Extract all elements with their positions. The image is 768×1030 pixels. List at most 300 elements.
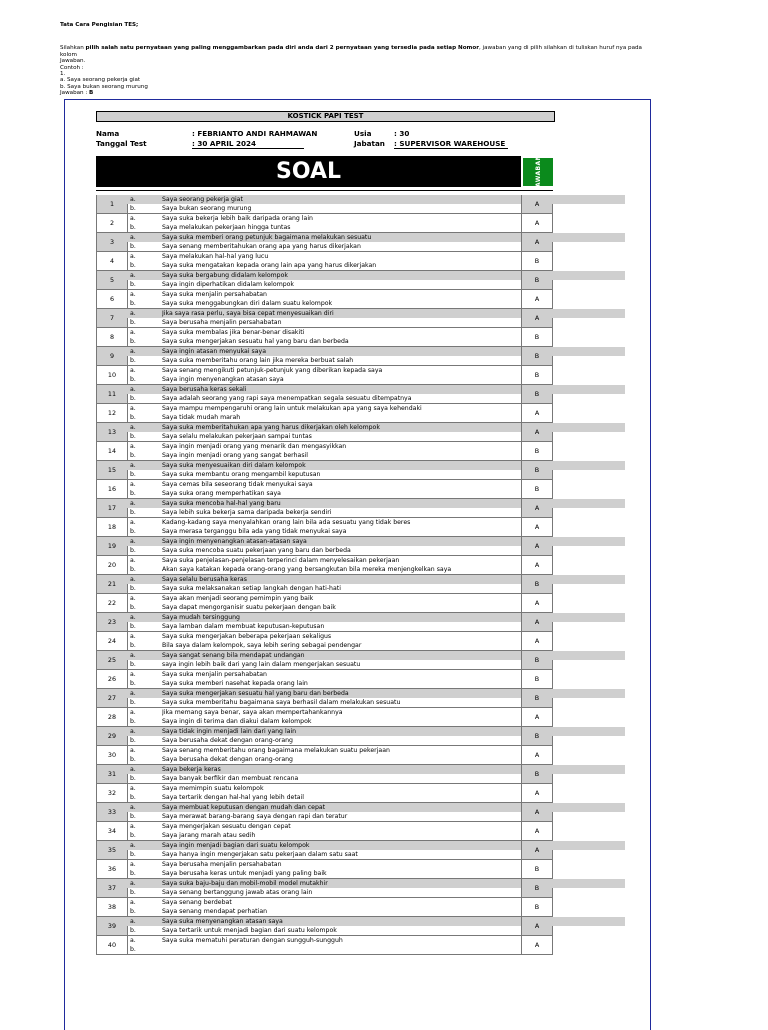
option-a-letter: a. <box>130 538 136 545</box>
option-b-text: saya ingin lebih baik dari yang lain dalam mengerjakan sesuatu <box>162 661 361 668</box>
question-number: 29 <box>97 727 128 745</box>
answer-cell[interactable]: A <box>521 784 552 802</box>
question-number: 7 <box>97 309 128 327</box>
option-a-text: Saya ingin menyenangkan atasan-atasan saya <box>162 538 307 545</box>
question-row <box>96 651 553 670</box>
option-a-letter: a. <box>130 861 136 868</box>
option-a-letter: a. <box>130 918 136 925</box>
answer-cell[interactable]: A <box>521 613 552 631</box>
question-row <box>96 670 553 689</box>
option-a-letter: a. <box>130 310 136 317</box>
answer-cell[interactable]: A <box>521 518 552 536</box>
question-row <box>96 442 553 461</box>
option-b-letter: b. <box>130 490 136 497</box>
tanggal-label: Tanggal Test <box>96 139 147 148</box>
option-b-letter: b. <box>130 509 136 516</box>
option-b-letter: b. <box>130 262 136 269</box>
option-b-text: Saya banyak berfikir dan membuat rencana <box>162 775 299 782</box>
option-a-text: Kadang-kadang saya menyalahkan orang lain bila ada sesuatu yang tidak beres <box>162 519 411 526</box>
answer-cell[interactable]: B <box>521 575 552 593</box>
question-row <box>96 841 553 860</box>
option-a-text: Saya ingin menjadi bagian dari suatu kelompok <box>162 842 310 849</box>
question-number: 16 <box>97 480 128 498</box>
option-b-letter: b. <box>130 927 136 934</box>
option-b-text: Saya suka memberitahu orang lain jika mereka berbuat salah <box>162 357 354 364</box>
jabatan-label: Jabatan <box>354 139 385 148</box>
option-b-letter: b. <box>130 889 136 896</box>
soal-header: SOAL <box>96 156 521 187</box>
option-b-text: Saya berusaha menjalin persahabatan <box>162 319 282 326</box>
option-a-text: Saya selalu berusaha keras <box>162 576 247 583</box>
question-number: 1 <box>97 195 128 213</box>
answer-cell[interactable]: A <box>521 936 552 954</box>
question-row <box>96 290 553 309</box>
option-a-letter: a. <box>130 576 136 583</box>
instructions <box>60 22 660 97</box>
question-number: 34 <box>97 822 128 840</box>
option-b-text: Saya ingin menjadi orang yang sangat berhasil <box>162 452 308 459</box>
option-a-letter: a. <box>130 671 136 678</box>
test-title: KOSTICK PAPI TEST <box>96 111 555 122</box>
jawaban-header <box>523 154 553 190</box>
option-b-letter: b. <box>130 699 136 706</box>
question-number: 36 <box>97 860 128 878</box>
option-b-text: Saya suka memberi nasehat kepada orang lain <box>162 680 308 687</box>
option-a-text: Saya suka menyesuaikan diri dalam kelompok <box>162 462 306 469</box>
question-number: 13 <box>97 423 128 441</box>
option-a-letter: a. <box>130 709 136 716</box>
option-a-text: Saya suka mematuhi peraturan dengan sungguh-sungguh <box>162 937 343 944</box>
option-b-letter: b. <box>130 775 136 782</box>
question-number: 31 <box>97 765 128 783</box>
option-a-text: Saya berusaha keras sekali <box>162 386 247 393</box>
question-row <box>96 746 553 765</box>
option-b-letter: b. <box>130 870 136 877</box>
instructions-line1 <box>60 45 660 58</box>
option-b-text: Saya tertarik dengan hal-hal yang lebih detail <box>162 794 304 801</box>
option-a-letter: a. <box>130 329 136 336</box>
instructions-line4: 1. <box>60 71 66 78</box>
option-a-text: Saya berusaha menjalin persahabatan <box>162 861 282 868</box>
instructions-line2: Jawaban. <box>60 58 86 65</box>
answer-cell[interactable]: B <box>521 461 552 479</box>
option-b-text: Saya bukan seorang murung <box>162 205 252 212</box>
option-b-letter: b. <box>130 813 136 820</box>
option-b-text: Saya lamban dalam membuat keputusan-keputusan <box>162 623 325 630</box>
option-a-letter: a. <box>130 766 136 773</box>
option-b-letter: b. <box>130 661 136 668</box>
question-row <box>96 708 553 727</box>
option-b-letter: b. <box>130 528 136 535</box>
option-a-letter: a. <box>130 367 136 374</box>
option-b-text: Saya dapat mengorganisir suatu pekerjaan dengan baik <box>162 604 336 611</box>
question-row <box>96 271 553 290</box>
question-number: 2 <box>97 214 128 232</box>
answer-cell[interactable]: B <box>521 898 552 916</box>
option-a-letter: a. <box>130 443 136 450</box>
question-row <box>96 499 553 518</box>
instr-pre: Silahkan <box>60 45 86 52</box>
option-b-text: Saya selalu melakukan pekerjaan sampai tuntas <box>162 433 312 440</box>
question-row <box>96 404 553 423</box>
option-b-letter: b. <box>130 585 136 592</box>
option-b-letter: b. <box>130 794 136 801</box>
option-a-letter: a. <box>130 690 136 697</box>
option-a-text: Saya ingin menjadi orang yang menarik dan mengasyikkan <box>162 443 347 450</box>
option-b-letter: b. <box>130 300 136 307</box>
jabatan-value: : SUPERVISOR WAREHOUSE <box>394 139 508 149</box>
option-a-letter: a. <box>130 291 136 298</box>
jawaban-label: JAWABAN <box>534 154 542 190</box>
question-number: 22 <box>97 594 128 612</box>
option-b-letter: b. <box>130 243 136 250</box>
option-b-text: Saya merasa terganggu bila ada yang tidak menyukai saya <box>162 528 347 535</box>
question-number: 8 <box>97 328 128 346</box>
question-row <box>96 537 553 556</box>
answer-cell[interactable]: A <box>521 499 552 517</box>
question-row <box>96 860 553 879</box>
answer-cell[interactable]: B <box>521 670 552 688</box>
answer-cell[interactable]: A <box>521 309 552 327</box>
option-a-text: Jika saya rasa perlu, saya bisa cepat menyesuaikan diri <box>162 310 334 317</box>
option-b-text: Saya tertarik untuk menjadi bagian dari suatu kelompok <box>162 927 337 934</box>
option-b-text: Saya berusaha keras untuk menjadi yang paling baik <box>162 870 327 877</box>
question-row <box>96 879 553 898</box>
option-a-text: Saya melakukan hal-hal yang lucu <box>162 253 269 260</box>
option-b-letter: b. <box>130 737 136 744</box>
question-number: 6 <box>97 290 128 308</box>
option-b-text: Saya berusaha dekat dengan orang-orang <box>162 737 293 744</box>
option-b-text: Saya merawat barang-barang saya dengan rapi dan teratur <box>162 813 348 820</box>
answer-cell[interactable]: A <box>521 708 552 726</box>
option-a-letter: a. <box>130 823 136 830</box>
option-a-text: Saya suka memberi orang petunjuk bagaimana melakukan sesuatu <box>162 234 372 241</box>
question-row <box>96 689 553 708</box>
question-row <box>96 480 553 499</box>
option-b-letter: b. <box>130 376 136 383</box>
answer-cell[interactable]: B <box>521 347 552 365</box>
option-a-text: Saya suka memberitahukan apa yang harus dikerjakan oleh kelompok <box>162 424 380 431</box>
option-a-text: Saya senang mengikuti petunjuk-petunjuk yang diberikan kepada saya <box>162 367 383 374</box>
option-a-text: Saya ingin atasan menyukai saya <box>162 348 266 355</box>
question-row <box>96 822 553 841</box>
question-number: 32 <box>97 784 128 802</box>
answer-cell[interactable]: B <box>521 689 552 707</box>
instructions-line7 <box>60 90 660 96</box>
instr-post: , jawaban yang di pilih silahkan di tuliskan huruf nya pada kolom <box>60 45 642 58</box>
answer-cell[interactable]: A <box>521 423 552 441</box>
answer-cell[interactable]: B <box>521 480 552 498</box>
question-number: 15 <box>97 461 128 479</box>
answer-cell[interactable]: A <box>521 537 552 555</box>
option-b-text: Bila saya dalam kelompok, saya lebih sering sebagai pendengar <box>162 642 362 649</box>
question-number: 28 <box>97 708 128 726</box>
option-b-text: Saya lebih suka bekerja sama daripada bekerja sendiri <box>162 509 332 516</box>
option-a-letter: a. <box>130 937 136 944</box>
answer-cell[interactable]: A <box>521 404 552 422</box>
option-b-letter: b. <box>130 281 136 288</box>
question-number: 10 <box>97 366 128 384</box>
question-number: 33 <box>97 803 128 821</box>
option-a-letter: a. <box>130 880 136 887</box>
instructions-line5: a. Saya seorang pekerja giat <box>60 77 141 84</box>
question-number: 14 <box>97 442 128 460</box>
option-b-text: Saya senang memberitahukan orang apa yang harus dikerjakan <box>162 243 361 250</box>
option-a-letter: a. <box>130 747 136 754</box>
option-b-text: Saya suka mencoba suatu pekerjaan yang baru dan berbeda <box>162 547 351 554</box>
answer-cell[interactable]: B <box>521 651 552 669</box>
question-number: 37 <box>97 879 128 897</box>
question-row <box>96 385 553 404</box>
option-b-letter: b. <box>130 338 136 345</box>
option-b-text: Akan saya katakan kepada orang-orang yang bersangkutan bila mereka menjengkelkan saya <box>162 566 452 573</box>
question-number: 40 <box>97 936 128 954</box>
instructions-line3: Contoh : <box>60 64 84 71</box>
option-b-text: Saya suka mengatakan kepada orang lain apa yang harus dikerjakan <box>162 262 377 269</box>
question-number: 35 <box>97 841 128 859</box>
option-b-letter: b. <box>130 547 136 554</box>
question-number: 27 <box>97 689 128 707</box>
option-a-letter: a. <box>130 253 136 260</box>
answer-cell[interactable]: A <box>521 841 552 859</box>
question-number: 4 <box>97 252 128 270</box>
option-a-letter: a. <box>130 652 136 659</box>
tanggal-value: : 30 APRIL 2024 <box>192 139 304 149</box>
option-b-text: Saya suka orang memperhatikan saya <box>162 490 281 497</box>
usia-label: Usia <box>354 129 372 138</box>
answer-cell[interactable]: A <box>521 556 552 574</box>
option-b-letter: b. <box>130 946 136 953</box>
question-number: 12 <box>97 404 128 422</box>
option-a-letter: a. <box>130 215 136 222</box>
answer-cell[interactable]: B <box>521 271 552 289</box>
option-b-letter: b. <box>130 680 136 687</box>
option-b-letter: b. <box>130 718 136 725</box>
question-number: 19 <box>97 537 128 555</box>
question-number: 18 <box>97 518 128 536</box>
option-b-letter: b. <box>130 566 136 573</box>
answer-cell[interactable]: A <box>521 195 552 213</box>
option-b-text: Saya suka mengerjakan sesuatu hal yang baru dan berbeda <box>162 338 349 345</box>
option-a-text: Jika memang saya benar, saya akan mempertahankannya <box>162 709 343 716</box>
question-number: 9 <box>97 347 128 365</box>
question-number: 23 <box>97 613 128 631</box>
option-b-text: Saya suka melaksanakan setiap langkah dengan hati-hati <box>162 585 341 592</box>
question-row <box>96 613 553 632</box>
option-a-text: Saya suka bekerja lebih baik daripada orang lain <box>162 215 313 222</box>
question-number: 17 <box>97 499 128 517</box>
answer-cell[interactable]: B <box>521 879 552 897</box>
question-number: 5 <box>97 271 128 289</box>
option-b-letter: b. <box>130 224 136 231</box>
question-row <box>96 252 553 271</box>
option-b-text: Saya tidak mudah marah <box>162 414 241 421</box>
question-list <box>96 195 553 955</box>
option-a-text: Saya cemas bila seseorang tidak menyukai saya <box>162 481 313 488</box>
question-row <box>96 594 553 613</box>
instructions-title: Tata Cara Pengisian TES; <box>60 22 139 28</box>
option-a-text: Saya suka menyenangkan atasan saya <box>162 918 283 925</box>
instructions-line6: b. Saya bukan seorang murung <box>60 83 148 90</box>
answer-cell[interactable]: B <box>521 727 552 745</box>
answer-cell[interactable]: B <box>521 252 552 270</box>
question-number: 3 <box>97 233 128 251</box>
option-a-letter: a. <box>130 481 136 488</box>
option-a-text: Saya mengerjakan sesuatu dengan cepat <box>162 823 291 830</box>
answer-cell[interactable]: A <box>521 214 552 232</box>
option-b-text: Saya berusaha dekat dengan orang-orang <box>162 756 293 763</box>
option-a-text: Saya bekerja keras <box>162 766 221 773</box>
nama-label: Nama <box>96 129 120 138</box>
answer-cell[interactable]: B <box>521 366 552 384</box>
option-a-text: Saya suka mengerjakan sesuatu hal yang baru dan berbeda <box>162 690 349 697</box>
nama-value: : FEBRIANTO ANDI RAHMAWAN <box>192 129 318 138</box>
question-number: 21 <box>97 575 128 593</box>
option-b-letter: b. <box>130 851 136 858</box>
option-b-text: Saya jarang marah atau sedih <box>162 832 256 839</box>
option-a-letter: a. <box>130 196 136 203</box>
option-b-letter: b. <box>130 319 136 326</box>
answer-cell[interactable]: B <box>521 442 552 460</box>
option-b-letter: b. <box>130 414 136 421</box>
question-number: 38 <box>97 898 128 916</box>
option-a-text: Saya suka baju-baju dan mobil-mobil model mutakhir <box>162 880 328 887</box>
usia-value: : 30 <box>394 129 410 138</box>
option-a-letter: a. <box>130 348 136 355</box>
option-a-letter: a. <box>130 595 136 602</box>
option-a-letter: a. <box>130 633 136 640</box>
option-a-letter: a. <box>130 728 136 735</box>
question-row <box>96 917 553 936</box>
question-row <box>96 347 553 366</box>
question-row <box>96 328 553 347</box>
option-a-text: Saya suka menjalin persahabatan <box>162 291 267 298</box>
option-a-letter: a. <box>130 785 136 792</box>
answer-cell[interactable]: B <box>521 860 552 878</box>
option-b-letter: b. <box>130 452 136 459</box>
answer-cell[interactable]: A <box>521 822 552 840</box>
option-b-letter: b. <box>130 623 136 630</box>
option-a-letter: a. <box>130 234 136 241</box>
option-b-text: Saya suka memberitahu bagaimana saya berhasil dalam melakukan sesuatu <box>162 699 401 706</box>
question-row <box>96 632 553 651</box>
option-b-letter: b. <box>130 471 136 478</box>
option-a-text: Saya membuat keputusan dengan mudah dan cepat <box>162 804 326 811</box>
option-a-letter: a. <box>130 462 136 469</box>
option-a-text: Saya suka penjelasan-penjelasan terperinci dalam menyelesaikan pekerjaan <box>162 557 400 564</box>
option-a-text: Saya suka bergabung didalam kelompok <box>162 272 288 279</box>
option-b-text: Saya suka menggabungkan diri dalam suatu kelompok <box>162 300 333 307</box>
option-a-text: Saya suka menjalin persahabatan <box>162 671 267 678</box>
option-b-text: Saya adalah seorang yang rapi saya menempatkan segala sesuatu ditempatnya <box>162 395 412 402</box>
option-b-letter: b. <box>130 832 136 839</box>
answer-cell[interactable]: A <box>521 746 552 764</box>
answer-cell[interactable]: A <box>521 290 552 308</box>
option-a-letter: a. <box>130 804 136 811</box>
question-row <box>96 195 553 214</box>
option-a-text: Saya tidak ingin menjadi lain dari yang lain <box>162 728 297 735</box>
answer-cell[interactable]: A <box>521 594 552 612</box>
option-a-text: Saya senang memberitahu orang bagaimana melakukan suatu pekerjaan <box>162 747 390 754</box>
option-a-text: Saya suka mencoba hal-hal yang baru <box>162 500 281 507</box>
option-a-text: Saya suka mengerjakan beberapa pekerjaan sekaligus <box>162 633 332 640</box>
option-b-text: Saya ingin diperhatikan didalam kelompok <box>162 281 295 288</box>
question-row <box>96 214 553 233</box>
question-row <box>96 518 553 537</box>
question-number: 39 <box>97 917 128 935</box>
option-a-letter: a. <box>130 557 136 564</box>
instr-answer-label: Jawaban : <box>60 90 90 97</box>
option-a-text: Saya akan menjadi seorang pemimpin yang baik <box>162 595 314 602</box>
option-b-letter: b. <box>130 756 136 763</box>
answer-cell[interactable]: B <box>521 385 552 403</box>
option-a-letter: a. <box>130 500 136 507</box>
instr-bold: pilih salah satu pernyataan yang paling menggambarkan pada diri anda dari 2 pernyataan yang tersedia pada setiap Nomor <box>85 45 479 52</box>
instr-answer-value: B <box>89 90 94 97</box>
answer-cell[interactable]: A <box>521 233 552 251</box>
option-a-text: Saya senang berdebat <box>162 899 232 906</box>
answer-cell[interactable]: A <box>521 917 552 935</box>
option-a-text: Saya mampu mempengaruhi orang lain untuk melakukan apa yang saya kehendaki <box>162 405 422 412</box>
option-b-text: Saya melakukan pekerjaan hingga tuntas <box>162 224 291 231</box>
option-a-letter: a. <box>130 405 136 412</box>
option-b-text: Saya ingin di terima dan diakui dalam kelompok <box>162 718 312 725</box>
question-row <box>96 309 553 328</box>
question-row <box>96 423 553 442</box>
option-a-letter: a. <box>130 424 136 431</box>
question-number: 30 <box>97 746 128 764</box>
option-b-text: Saya hanya ingin mengerjakan satu pekerjaan dalam satu saat <box>162 851 358 858</box>
answer-cell[interactable]: A <box>521 632 552 650</box>
answer-cell[interactable]: A <box>521 803 552 821</box>
option-a-text: Saya memimpin suatu kelompok <box>162 785 264 792</box>
question-row <box>96 803 553 822</box>
question-row <box>96 233 553 252</box>
option-b-text: Saya ingin menyenangkan atasan saya <box>162 376 284 383</box>
option-b-letter: b. <box>130 604 136 611</box>
option-b-letter: b. <box>130 908 136 915</box>
question-number: 11 <box>97 385 128 403</box>
option-a-letter: a. <box>130 386 136 393</box>
question-row <box>96 556 553 575</box>
question-row <box>96 727 553 746</box>
option-b-text: Saya senang mendapat perhatian <box>162 908 268 915</box>
question-number: 20 <box>97 556 128 574</box>
option-a-text: Saya mudah tersinggung <box>162 614 240 621</box>
option-a-letter: a. <box>130 272 136 279</box>
option-b-letter: b. <box>130 433 136 440</box>
answer-cell[interactable]: B <box>521 765 552 783</box>
option-a-letter: a. <box>130 842 136 849</box>
question-number: 24 <box>97 632 128 650</box>
option-a-letter: a. <box>130 614 136 621</box>
option-b-letter: b. <box>130 205 136 212</box>
option-a-text: Saya seorang pekerja giat <box>162 196 243 203</box>
question-row <box>96 366 553 385</box>
question-row <box>96 784 553 803</box>
question-row <box>96 936 553 955</box>
option-b-text: Saya suka membantu orang mengambil keputusan <box>162 471 321 478</box>
option-b-letter: b. <box>130 357 136 364</box>
option-b-letter: b. <box>130 642 136 649</box>
question-number: 25 <box>97 651 128 669</box>
option-a-letter: a. <box>130 899 136 906</box>
question-number: 26 <box>97 670 128 688</box>
question-row <box>96 575 553 594</box>
question-row <box>96 461 553 480</box>
answer-cell[interactable]: B <box>521 328 552 346</box>
question-row <box>96 765 553 784</box>
